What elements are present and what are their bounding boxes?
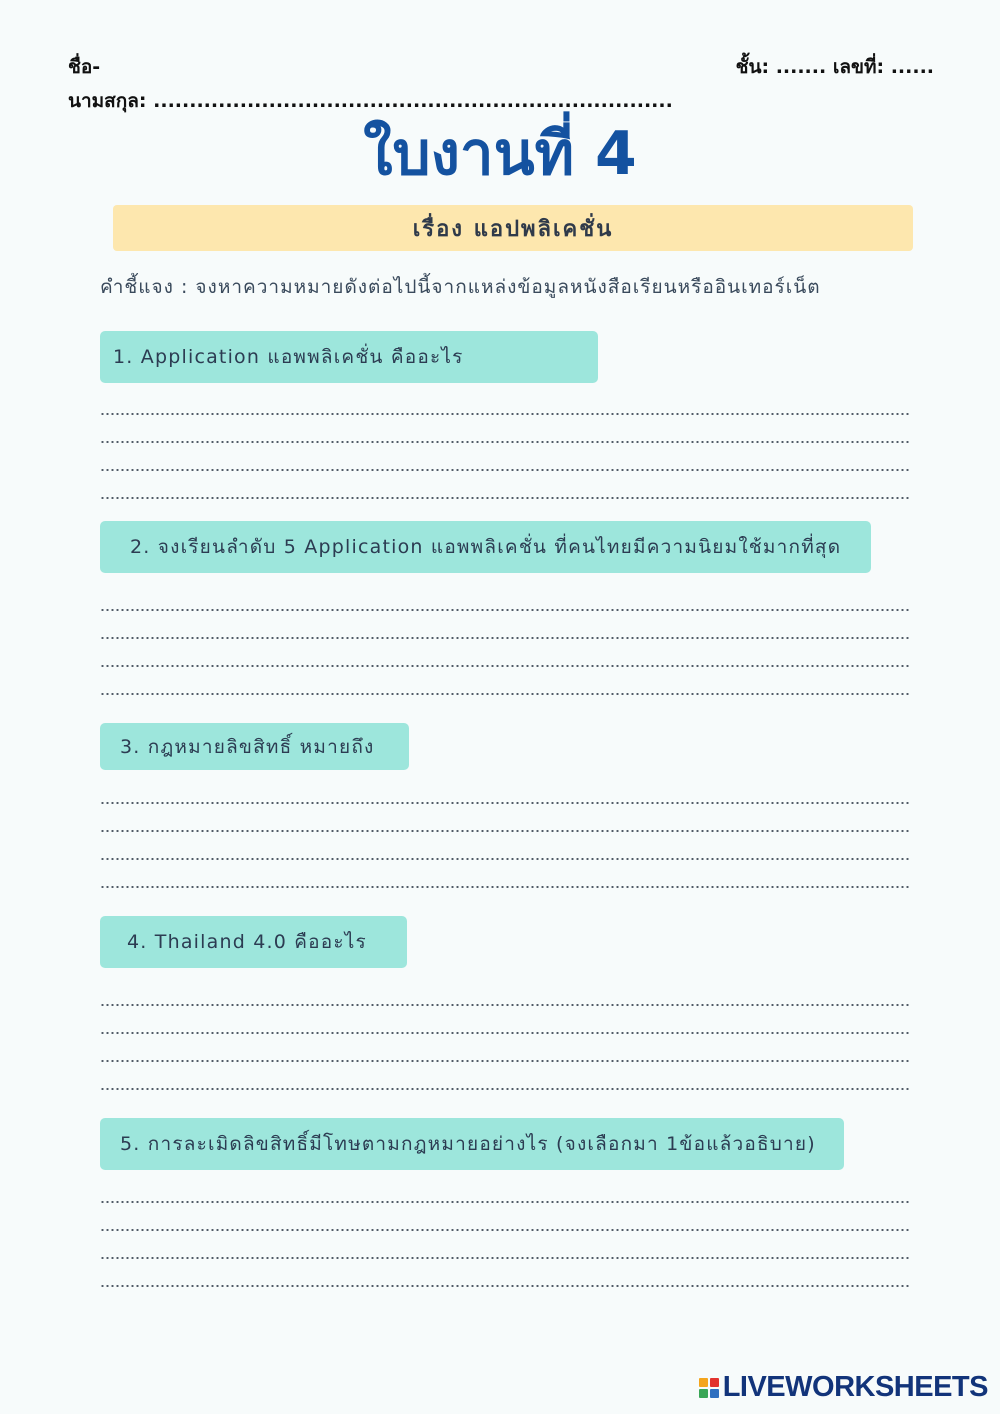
logo-square-blue	[710, 1389, 719, 1398]
answer-line[interactable]	[100, 1229, 910, 1231]
answer-line[interactable]	[100, 1285, 910, 1287]
question-5-box	[100, 1118, 844, 1170]
answer-line[interactable]	[100, 886, 910, 888]
answer-line[interactable]	[100, 637, 910, 639]
answer-line[interactable]	[100, 1257, 910, 1259]
answer-line[interactable]	[100, 1032, 910, 1034]
answer-line[interactable]	[100, 609, 910, 611]
answer-line[interactable]	[100, 1201, 910, 1203]
logo-text: LIVEWORKSHEETS	[722, 1371, 988, 1403]
answer-line[interactable]	[100, 469, 910, 471]
question-3-label: 3. กฎหมายลิขสิทธิ์ หมายถึง	[120, 735, 375, 758]
question-2-label: 2. จงเรียนลำดับ 5 Application แอพพลิเคชั่น ที่คนไทยมีความนิยมใช้มากที่สุด	[130, 536, 842, 558]
question-3-box	[100, 723, 409, 770]
question-5-label: 5. การละเมิดลิขสิทธิ์มีโทษตามกฎหมายอย่างไร (จงเลือกมา 1ข้อแล้วอธิบาย)	[120, 1133, 816, 1155]
logo-square-yellow	[699, 1378, 708, 1387]
answer-line[interactable]	[100, 665, 910, 667]
answer-line[interactable]	[100, 1004, 910, 1006]
question-4-box	[100, 916, 407, 968]
question-1-label: 1. Application แอพพลิเคชั่น คืออะไร	[113, 346, 464, 368]
answer-line[interactable]	[100, 693, 910, 695]
logo-square-green	[699, 1389, 708, 1398]
answer-line[interactable]	[100, 1088, 910, 1090]
answer-line[interactable]	[100, 858, 910, 860]
worksheet-title: ใบงานที่ 4	[363, 119, 637, 189]
subtitle-banner	[113, 205, 913, 251]
surname-field[interactable]: นามสกุล: ........................................................................	[68, 90, 673, 112]
question-1-box	[100, 331, 598, 383]
logo-square-red	[710, 1378, 719, 1387]
question-2-box	[100, 521, 871, 573]
question-4-label: 4. Thailand 4.0 คืออะไร	[127, 931, 367, 953]
instruction-text: คำชี้แจง : จงหาความหมายดังต่อไปนี้จากแหล่งข้อมูลหนังสือเรียนหรืออินเทอร์เน็ต	[100, 276, 821, 298]
liveworksheets-logo-icon	[699, 1378, 719, 1398]
answer-line[interactable]	[100, 441, 910, 443]
answer-line[interactable]	[100, 830, 910, 832]
answer-line[interactable]	[100, 497, 910, 499]
answer-line[interactable]	[100, 1060, 910, 1062]
class-number-field[interactable]: ชั้น: ....... เลขที่: ......	[735, 56, 934, 78]
subtitle-text: เรื่อง แอปพลิเคชั่น	[412, 216, 614, 242]
name-label: ชื่อ-	[68, 56, 101, 78]
answer-line[interactable]	[100, 802, 910, 804]
answer-line[interactable]	[100, 413, 910, 415]
liveworksheets-logo[interactable]	[699, 1371, 988, 1404]
